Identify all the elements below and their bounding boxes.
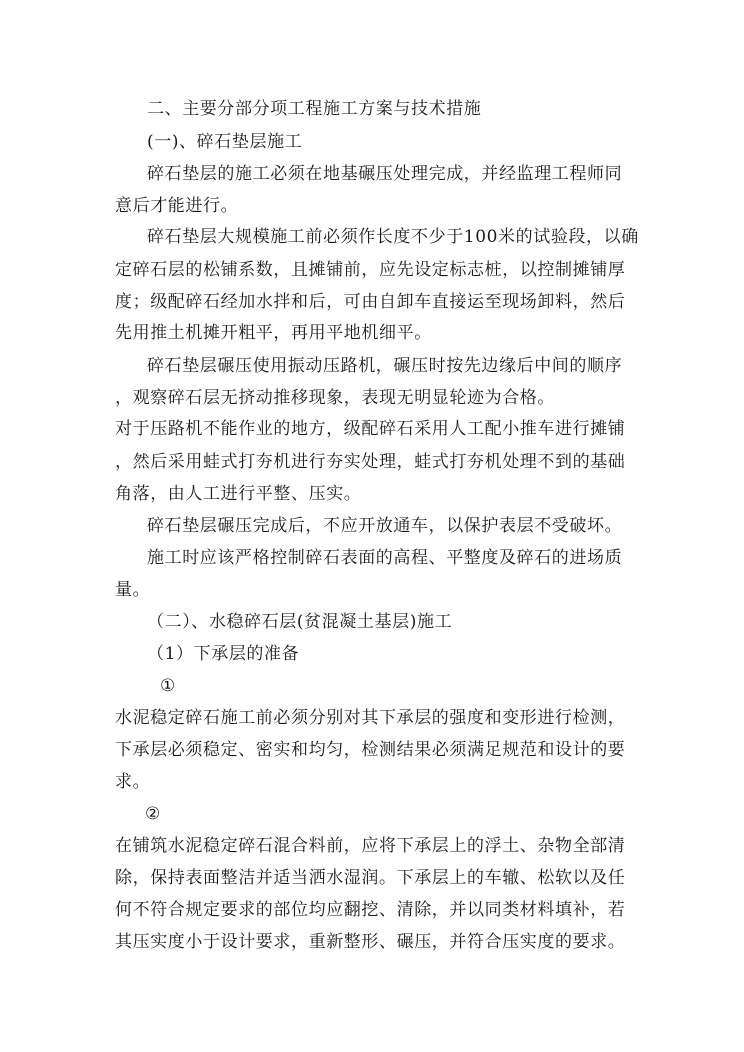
- paragraph-line: 碎石垫层大规模施工前必须作长度不少于100米的试验段，以确: [147, 227, 639, 247]
- paragraph-line: 除，保持表面整洁并适当洒水湿润。下承层上的车辙、松软以及任: [115, 868, 626, 888]
- paragraph-line: 意后才能进行。: [115, 196, 239, 216]
- paragraph-line: 碎石垫层碾压完成后，不应开放通车，以保护表层不受破坏。: [147, 516, 623, 536]
- paragraph-line: ，然后采用蛙式打夯机进行夯实处理，蛙式打夯机处理不到的基础: [115, 452, 626, 472]
- paragraph-line: 碎石垫层的施工必须在地基碾压处理完成，并经监理工程师同: [147, 164, 623, 184]
- paragraph-line: 在铺筑水泥稳定碎石混合料前，应将下承层上的浮土、杂物全部清: [115, 836, 626, 856]
- item-heading: （1）下承层的准备: [147, 644, 300, 664]
- paragraph-line: 何不符合规定要求的部位均应翻挖、清除，并以同类材料填补，若: [115, 900, 626, 920]
- paragraph-line: 量。: [115, 580, 151, 600]
- paragraph-line: 对于压路机不能作业的地方，级配碎石采用人工配小推车进行摊铺: [115, 419, 626, 439]
- paragraph-line: 下承层必须稳定、密实和均匀，检测结果必须满足规范和设计的要: [115, 740, 626, 760]
- paragraph-line: 其压实度小于设计要求，重新整形、碾压，并符合压实度的要求。: [115, 932, 626, 952]
- paragraph-line: 碎石垫层碾压使用振动压路机，碾压时按先边缘后中间的顺序: [147, 356, 623, 376]
- paragraph-line: ，观察碎石层无挤动推移现象，表现无明显轮迹为合格。: [115, 388, 555, 408]
- subsection-heading: (一)、碎石垫层施工: [147, 132, 303, 152]
- paragraph-line: 定碎石层的松铺系数，且摊铺前，应先设定标志桩，以控制摊铺厚: [115, 260, 626, 280]
- section-heading: 二、主要分部分项工程施工方案与技术措施: [147, 99, 482, 119]
- paragraph-line: 施工时应该严格控制碎石表面的高程、平整度及碎石的进场质: [147, 548, 623, 568]
- list-marker: ①: [160, 676, 176, 696]
- paragraph-line: 水泥稳定碎石施工前必须分别对其下承层的强度和变形进行检测，: [115, 708, 626, 728]
- subsection-heading: （二）、水稳碎石层(贫混凝土基层)施工: [147, 612, 453, 632]
- paragraph-line: 求。: [115, 772, 151, 792]
- list-marker: ②: [145, 804, 161, 824]
- paragraph-line: 度；级配碎石经加水拌和后，可由自卸车直接运至现场卸料，然后: [115, 292, 626, 312]
- paragraph-line: 角落，由人工进行平整、压实。: [115, 484, 362, 504]
- paragraph-line: 先用推土机摊开粗平，再用平地机细平。: [115, 323, 432, 343]
